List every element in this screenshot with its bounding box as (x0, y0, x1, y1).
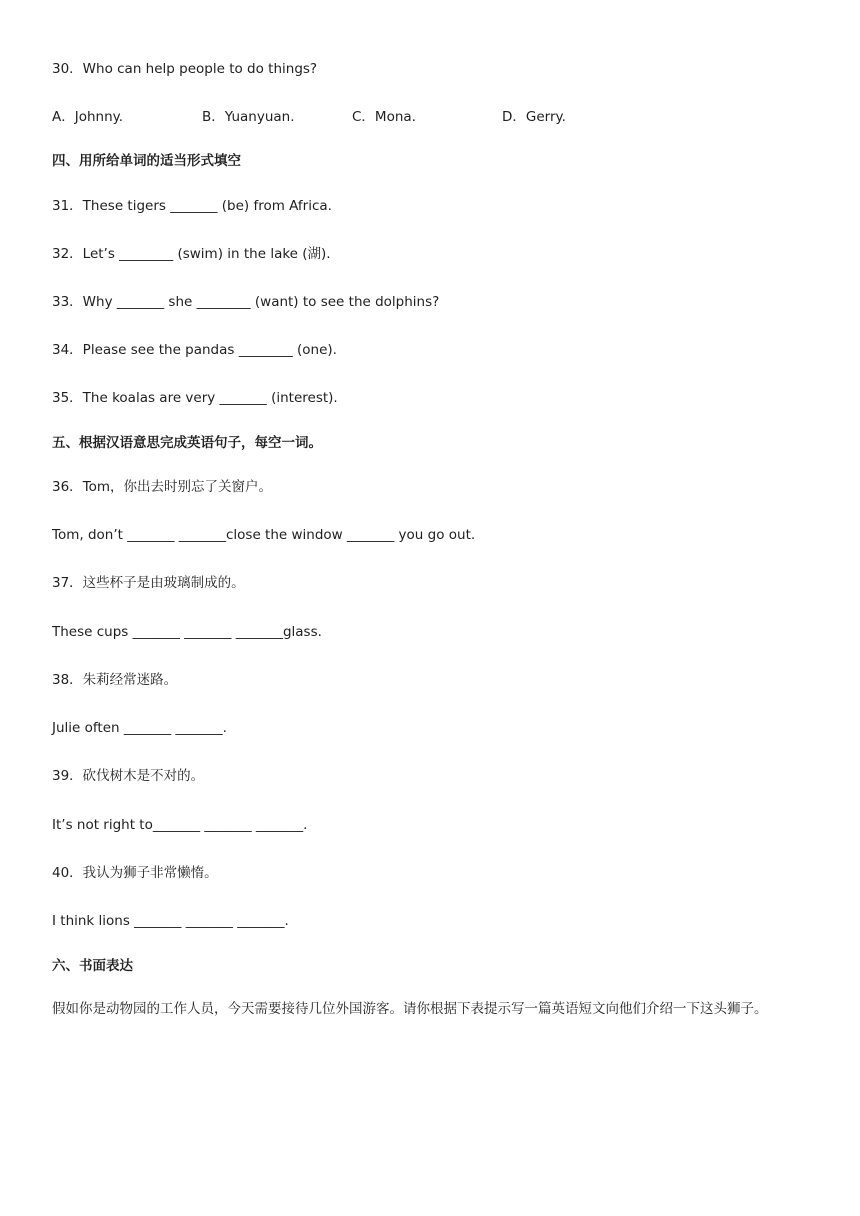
question-36-prompt: 36．Tom，你出去时别忘了关窗户。 (52, 479, 273, 495)
question-32: 32．Let’s ________ (swim) in the lake (湖). (52, 246, 331, 262)
section-5-heading: 五、根据汉语意思完成英语句子，每空一词。 (52, 435, 322, 451)
question-36-answer-line: Tom, don’t _______ _______close the window _______ you go out. (52, 527, 476, 543)
question-30-option-d: D．Gerry. (502, 109, 566, 125)
question-34: 34．Please see the pandas ________ (one). (52, 342, 337, 358)
question-30-option-b: B．Yuanyuan. (202, 109, 295, 125)
question-30-option-a: A．Johnny. (52, 109, 124, 125)
question-38-answer-line: Julie often _______ _______. (52, 720, 227, 736)
question-31: 31．These tigers _______ (be) from Africa. (52, 198, 332, 214)
question-35: 35．The koalas are very _______ (interest). (52, 390, 338, 406)
question-37-prompt: 37．这些杯子是由玻璃制成的。 (52, 575, 245, 591)
question-33: 33．Why _______ she ________ (want) to see the dolphins? (52, 294, 440, 310)
question-37-answer-line: These cups _______ _______ _______glass. (52, 624, 322, 640)
question-30-option-c: C．Mona. (352, 109, 416, 125)
section-4-heading: 四、用所给单词的适当形式填空 (52, 153, 241, 169)
question-39-prompt: 39．砍伐树木是不对的。 (52, 768, 205, 784)
question-40-answer-line: I think lions _______ _______ _______. (52, 913, 289, 929)
question-30-stem: 30．Who can help people to do things? (52, 61, 318, 77)
question-39-answer-line: It’s not right to_______ _______ _______. (52, 817, 308, 833)
section-6-heading: 六、书面表达 (52, 958, 133, 974)
question-40-prompt: 40．我认为狮子非常懒惰。 (52, 865, 218, 881)
question-38-prompt: 38．朱莉经常迷路。 (52, 672, 178, 688)
writing-task-paragraph: 假如你是动物园的工作人员，今天需要接待几位外国游客。请你根据下表提示写一篇英语短文向他们介绍一下这头狮子。 (52, 1001, 768, 1017)
